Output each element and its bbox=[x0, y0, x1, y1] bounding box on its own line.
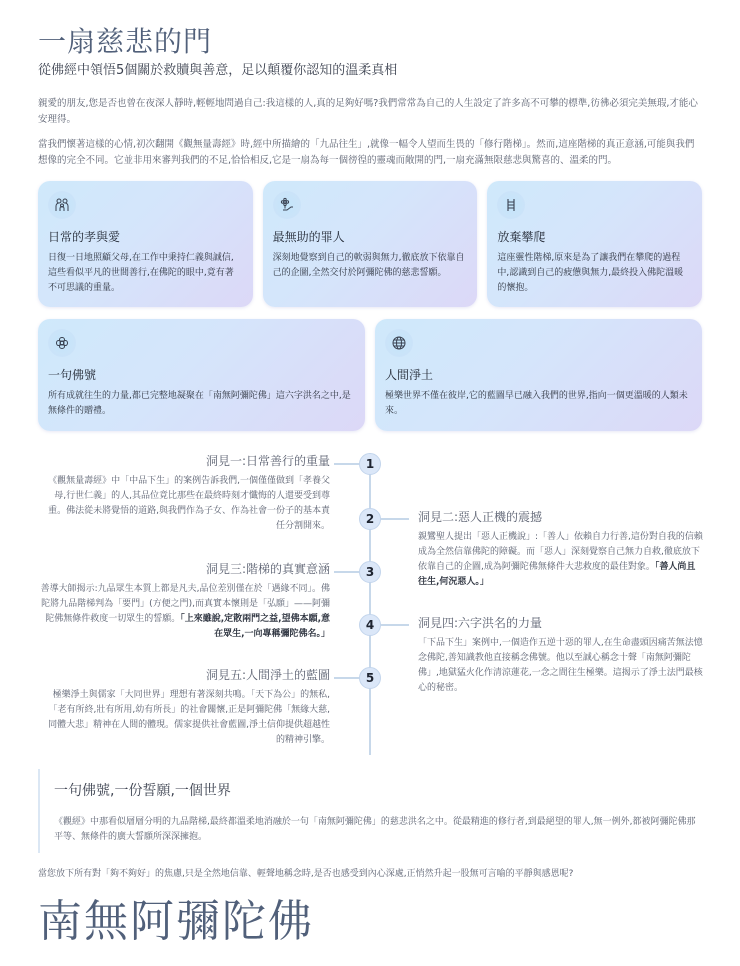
card-text: 深刻地覺察到自己的軟弱與無力,徹底放下依靠自己的企圖,全然交付於阿彌陀佛的慈悲誓願。 bbox=[272, 253, 465, 278]
timeline-connector bbox=[334, 677, 360, 679]
insight-title: 洞見二:惡人正機的震撼 bbox=[418, 510, 543, 524]
card-title: 一句佛號 bbox=[48, 368, 97, 382]
page-subtitle: 從佛經中領悟5個關於救贖與善意，足以顛覆你認知的溫柔真相 bbox=[38, 63, 398, 78]
mantra-heading: 南無阿彌陀佛 bbox=[38, 896, 314, 947]
insight-title: 洞見三:階梯的真實意涵 bbox=[205, 562, 330, 576]
summary-block bbox=[38, 769, 702, 853]
timeline-entry-1 bbox=[40, 453, 330, 534]
timeline-entry-4 bbox=[418, 615, 703, 696]
timeline-entry-2 bbox=[418, 509, 703, 590]
card-one-phrase bbox=[38, 319, 365, 431]
insight-text: 極樂淨土與儒家「大同世界」理想有著深刻共鳴。「天下為公」的無私,「老有所終,壯有所用,幼有所長」的社會關懷,正是阿彌陀佛「無緣大慈,同體大悲」精神在人間的體現。儒家提供社會藍圖,淨土信仰提供超越性的精神引擎。 bbox=[48, 690, 330, 745]
summary-text: 《觀經》中那看似層層分明的九品階梯,最終都溫柔地消融於一句「南無阿彌陀佛」的慈悲洪名之中。從最精進的修行者,到最絕望的罪人,無一例外,都被阿彌陀佛那平等、無條件的廣大誓願所深深擁抱。 bbox=[54, 817, 696, 842]
timeline-node-4: 4 bbox=[359, 614, 381, 636]
timeline-node-1: 1 bbox=[359, 453, 381, 475]
ladder-icon bbox=[497, 191, 525, 219]
insight-text: 「下品下生」案例中,一個造作五逆十惡的罪人,在生命盡頭因痛苦無法憶念佛陀,善知識教他直接稱念佛號。他以至誠心稱念十聲「南無阿彌陀佛」,地獄猛火化作清涼蓮花,一念之間往生極樂。這揭示了淨土法門最核心的秘密。 bbox=[418, 638, 703, 693]
card-title: 人間淨土 bbox=[385, 368, 434, 382]
card-text: 極樂世界不僅在彼岸,它的藍圖早已融入我們的世界,指向一個更溫暖的人類未來。 bbox=[385, 391, 688, 416]
insights-timeline bbox=[38, 445, 702, 761]
family-icon bbox=[48, 191, 76, 219]
timeline-node-5: 5 bbox=[359, 667, 381, 689]
timeline-entry-5 bbox=[40, 667, 330, 748]
card-title: 最無助的罪人 bbox=[272, 230, 345, 244]
closing-text: 當您放下所有對「夠不夠好」的焦慮,只是全然地信靠、輕聲地稱念時,是否也感受到內心深處,正悄然升起一股無可言喻的平靜與感恩呢? bbox=[38, 869, 574, 879]
card-text: 所有成就往生的力量,都已完整地凝聚在「南無阿彌陀佛」這六字洪名之中,是無條件的贈禮。 bbox=[48, 391, 351, 416]
timeline-connector bbox=[381, 518, 409, 520]
card-give-up-climbing bbox=[487, 181, 702, 307]
intro-paragraph: 親愛的朋友,您是否也曾在夜深人靜時,輕輕地問過自己:我這樣的人,真的足夠好嗎?我們常常為自己的人生設定了許多高不可攀的標準,彷彿必須完美無瑕,才能心安理得。 bbox=[38, 98, 698, 125]
insight-quote: 「上來雖說,定散兩門之益,望佛本願,意在眾生,一向專稱彌陀佛名。」 bbox=[180, 614, 330, 639]
timeline-connector bbox=[334, 463, 360, 465]
page-title: 一扇慈悲的門 bbox=[38, 25, 213, 58]
insight-text: 親鸞聖人提出「惡人正機說」:「善人」依賴自力行善,這份對自我的信賴成為全然信靠佛陀的障礙。而「惡人」深刻覺察自己無力自救,徹底放下依靠自己的企圖,成為阿彌陀佛無條件大悲救度的最佳對象。「善人尚且往生,何況惡人。」 bbox=[418, 532, 703, 587]
summary-title: 一句佛號,一份誓願,一個世界 bbox=[54, 783, 231, 799]
cards-row-top bbox=[38, 181, 702, 307]
globe-icon bbox=[385, 329, 413, 357]
timeline-entry-3 bbox=[40, 561, 330, 642]
timeline-connector bbox=[334, 571, 360, 573]
insight-title: 洞見一:日常善行的重量 bbox=[205, 454, 330, 468]
timeline-node-2: 2 bbox=[359, 508, 381, 530]
insight-quote: 「善人尚且往生,何況惡人。」 bbox=[418, 562, 696, 587]
lotus-icon bbox=[48, 329, 76, 357]
flower-hand-icon bbox=[273, 191, 301, 219]
card-helpless-sinner bbox=[263, 181, 478, 307]
card-filial-love bbox=[38, 181, 253, 307]
card-text: 日復一日地照顧父母,在工作中秉持仁義與誠信,這些看似平凡的世間善行,在佛陀的眼中,竟有著不可思議的重量。 bbox=[48, 253, 234, 293]
cards-row-bottom bbox=[38, 319, 702, 431]
insight-title: 洞見四:六字洪名的力量 bbox=[418, 616, 543, 630]
intro-paragraph: 當我們懷著這樣的心情,初次翻開《觀無量壽經》時,經中所描繪的「九品往生」,就像一幅令人望而生畏的「修行階梯」。然而,這座階梯的真正意涵,可能與我們想像的完全不同。它並非用來審判我們的不足,恰恰相反,它是一扇為每一個徬徨的靈魂而敞開的門,一扇充滿無限慈悲與驚喜的、溫柔的門。 bbox=[38, 139, 695, 166]
card-pure-land-on-earth bbox=[375, 319, 702, 431]
timeline-node-3: 3 bbox=[359, 561, 381, 583]
timeline-connector bbox=[381, 624, 409, 626]
card-title: 放棄攀爬 bbox=[497, 230, 546, 244]
timeline-line bbox=[369, 453, 371, 755]
insight-title: 洞見五:人間淨土的藍圖 bbox=[205, 668, 330, 682]
card-text: 這座靈性階梯,原來是為了讓我們在攀爬的過程中,認識到自己的疲憊與無力,最終投入佛陀溫暖的懷抱。 bbox=[497, 253, 684, 293]
card-title: 日常的孝與愛 bbox=[48, 230, 121, 244]
insight-text: 《觀無量壽經》中「中品下生」的案例告訴我們,一個僅僅做到「孝養父母,行世仁義」的人,其品位竟比那些在最終時刻才懺悔的人還要受到尊重。佛法從未將覺悟的道路,與我們作為子女、作為社會一份子的基本責任分割開來。 bbox=[48, 476, 330, 531]
insight-text: 善導大師揭示:九品眾生本質上都是凡夫,品位差別僅在於「遇緣不同」。佛陀將九品階梯判為「要門」(方便之門),而真實本懷則是「弘願」——阿彌陀佛無條件救度一切眾生的誓願。「上來雖說,定散兩門之益,望佛本願,意在眾生,一向專稱彌陀佛名。」 bbox=[40, 584, 330, 639]
